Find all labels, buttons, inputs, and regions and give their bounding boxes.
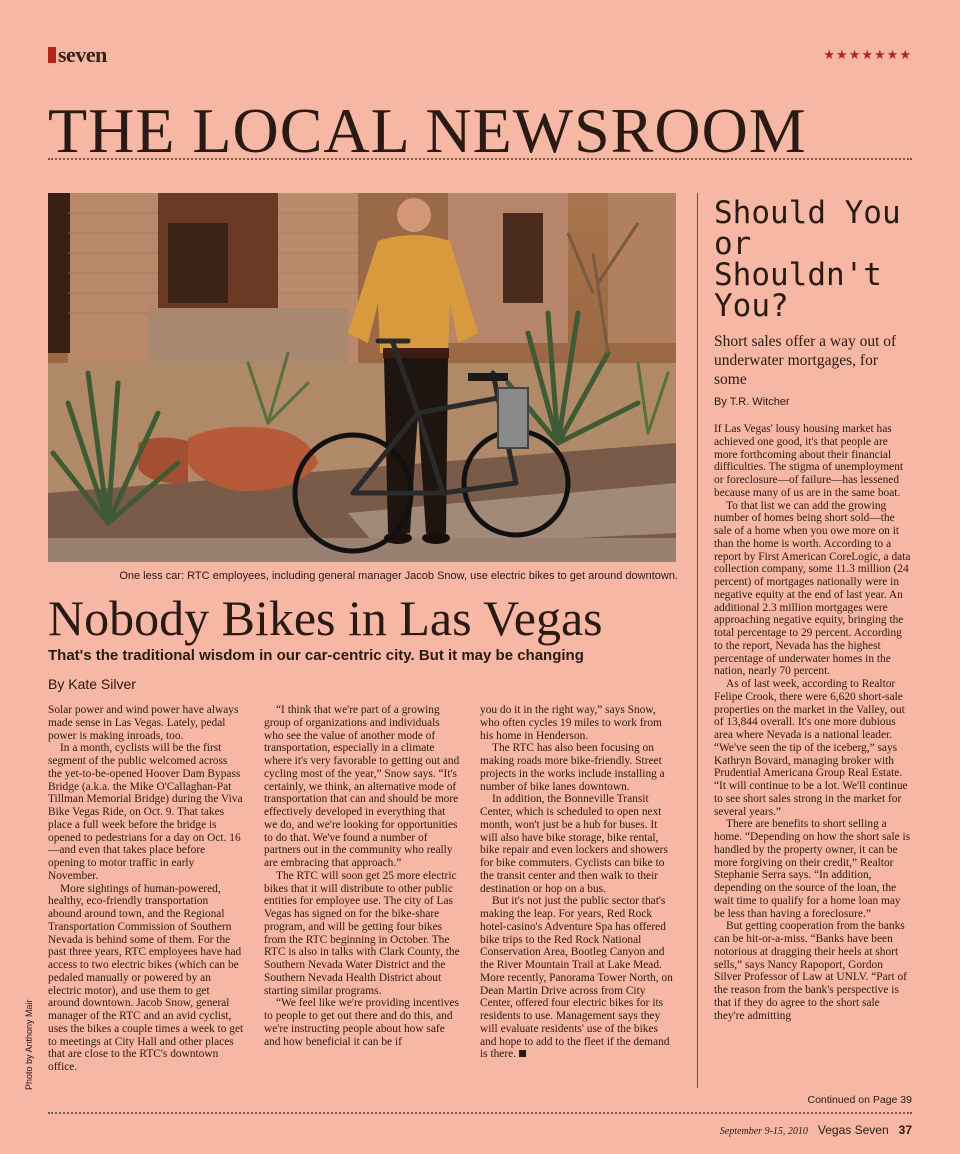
photo-credit: Photo by Anthony Mair xyxy=(24,999,34,1090)
sidebar-paragraph: If Las Vegas' lousy housing market has achieved one good, it's that people are more forthcoming about their financial difficulties. The stigma of unemployment or foreclosure—of failure—has lessened because many of us are in the same boat. xyxy=(714,423,904,499)
logo-text: seven xyxy=(58,42,107,67)
sidebar-paragraph: As of last week, according to Realtor Felipe Crook, there were 6,620 short-sale properties on the market in the Valley, out of 13,844 overall. It's one more dubious area where Nevada is a national leader. “We've seen the tip of the iceberg,” says Kathryn Bovard, managing broker with Prudential Americana Group Real Estate. “It will continue to be a lot. We'll continue to see short sales strong in the market for several years.” xyxy=(714,678,908,818)
sidebar-byline: By T.R. Witcher xyxy=(714,396,790,408)
logo-red-bar xyxy=(48,47,56,63)
article-column-1 xyxy=(48,704,244,1074)
footer-dotted-rule xyxy=(48,1112,912,1114)
article-paragraph-last xyxy=(480,895,676,1061)
page-footer xyxy=(720,1121,912,1139)
page-number: 37 xyxy=(898,1123,912,1137)
sidebar-paragraph: But getting cooperation from the banks can be hit-or-a-miss. “Banks have been notorious at dragging their heels at short sells,” says Nancy Rapoport, Gordon Silver Professor of Law at UNLV. “Part of the reason from the bank's perspective is that if they do agree to the short sale they're admitting xyxy=(714,920,907,1022)
article-column-3 xyxy=(480,704,676,1061)
publication-logo xyxy=(48,42,107,68)
photo-caption: One less car: RTC employees, including general manager Jacob Snow, use electric bikes to get around downtown. xyxy=(119,570,678,582)
issue-date: September 9-15, 2010 xyxy=(719,1126,808,1137)
sidebar-paragraph: There are benefits to short selling a home. “Depending on how the short sale is handled by the property owner, it can be more forgiving on their credit,” Realtor Stephanie Serra says. “In addition, depending on the source of the loan, the wait time to qualify for a home loan may be less than having a foreclosure.” xyxy=(714,818,911,920)
sidebar-headline: Should You or Shouldn't You? xyxy=(714,195,901,324)
publication-name: Vegas Seven xyxy=(817,1123,889,1137)
article-paragraph: Solar power and wind power have always made sense in Las Vegas. Lately, pedal power is making inroads, too. xyxy=(48,704,239,742)
article-column-2 xyxy=(264,704,460,1048)
article-paragraph: But it's not just the public sector that's making the leap. For years, Red Rock hotel-casino's Adventure Spa has offered bike trips to the Red Rock National Conservation Area, Bootleg Canyon and the River Mountain Trail at Lake Mead. More recently, Panorama Tower North, on Dean Martin Drive across from City Center, offered four electric bikes for its residents to use. Management says they will evaluate residents' use of the bikes and hope to add to the fleet if the demand is there. xyxy=(480,895,673,1061)
column-divider xyxy=(697,193,698,1088)
article-deck: That's the traditional wisdom in our car-centric city. But it may be changing xyxy=(48,647,584,664)
article-paragraph: “I think that we're part of a growing group of organizations and individuals who see the value of another mode of transportation, especially in a climate where it's very favorable to getting out and cycling most of the year,” Snow says. “It's certainly, we think, an alternative mode of transportation that can and should be more effectively developed in everything that we do, and we're looking for opportunities to do that. We've found a number of partners out in the community who really are embracing that approach.” xyxy=(264,704,460,869)
header-dotted-rule xyxy=(48,158,912,160)
article-paragraph: you do it in the right way,” says Snow, who often cycles 19 miles to work from his home in Henderson. xyxy=(480,704,662,742)
continued-on-page: Continued on Page 39 xyxy=(807,1094,912,1106)
sidebar-deck: Short sales offer a way out of underwater mortgages, for some xyxy=(714,333,897,388)
article-paragraph: “We feel like we're providing incentives to people to get out there and do this, and we're instructing people about how safe and how beneficial it can be if xyxy=(264,997,459,1048)
article-paragraph: The RTC will soon get 25 more electric bikes that it will distribute to other public entities for employee use. The city of Las Vegas has signed on for the bike-share program, and will be getting four bikes from the RTC beginning in October. The RTC is also in talks with Clark County, the Southern Nevada Water District and the Southern Nevada Health District about starting similar programs. xyxy=(264,869,460,997)
article-byline: By Kate Silver xyxy=(48,676,136,692)
cyclist-with-electric-bike-illustration xyxy=(48,193,676,562)
end-of-story-icon xyxy=(519,1050,526,1057)
star-ornament: ★★★★★★★ xyxy=(823,48,912,63)
article-headline: Nobody Bikes in Las Vegas xyxy=(48,590,603,646)
article-paragraph: More sightings of human-powered, healthy, eco-friendly transportation abound around town, and the Regional Transportation Commission of Southern Nevada is behind some of them. For the past three years, RTC employees have had access to two electric bikes (which can be pedaled manually or powered by an electric motor), and use them to get around downtown. Jacob Snow, general manager of the RTC and an avid cyclist, uses the bikes a couple times a week to get to meetings at City Hall and other places that are close to the RTC's downtown office. xyxy=(48,882,244,1073)
sidebar-body xyxy=(714,423,912,1022)
section-title: THE LOCAL NEWSROOM xyxy=(48,95,807,166)
article-photo xyxy=(48,193,676,562)
sidebar-paragraph: To that list we can add the growing number of homes being short sold—the sale of a home when you owe more on it than the home is worth. According to a report by First American CoreLogic, a data collection company, some 11.3 million (24 percent) of mortgages nationally were in negative equity at the end of last year. An additional 2.3 million mortgages were approaching negative equity, bringing the total percentage to 29 percent. According to the report, Nevada has the highest percentage of underwater homes in the nation, nearly 70 percent. xyxy=(714,499,911,678)
article-paragraph: In addition, the Bonneville Transit Center, which is scheduled to open next month, won't just be a hub for buses. It will also have bike storage, bike rental, bike repair and even lockers and showers for bike commuters. Cyclists can bike to the transit center and then walk to their destination or hop on a bus. xyxy=(480,793,668,895)
article-paragraph: In a month, cyclists will be the first segment of the public welcomed across the yet-to-be-opened Hoover Dam Bypass Bridge (a.k.a. the Mike O'Callaghan-Pat Tillman Memorial Bridge) during the Viva Bike Vegas Ride, on Oct. 9. That takes place a full week before the bridge is opened to pedestrians for a day on Oct. 16—and even that takes place before opening to motor traffic in early November. xyxy=(48,742,243,882)
article-paragraph: The RTC has also been focusing on making roads more bike-friendly. Street projects in the works include installing a number of bike lanes downtown. xyxy=(480,742,665,793)
